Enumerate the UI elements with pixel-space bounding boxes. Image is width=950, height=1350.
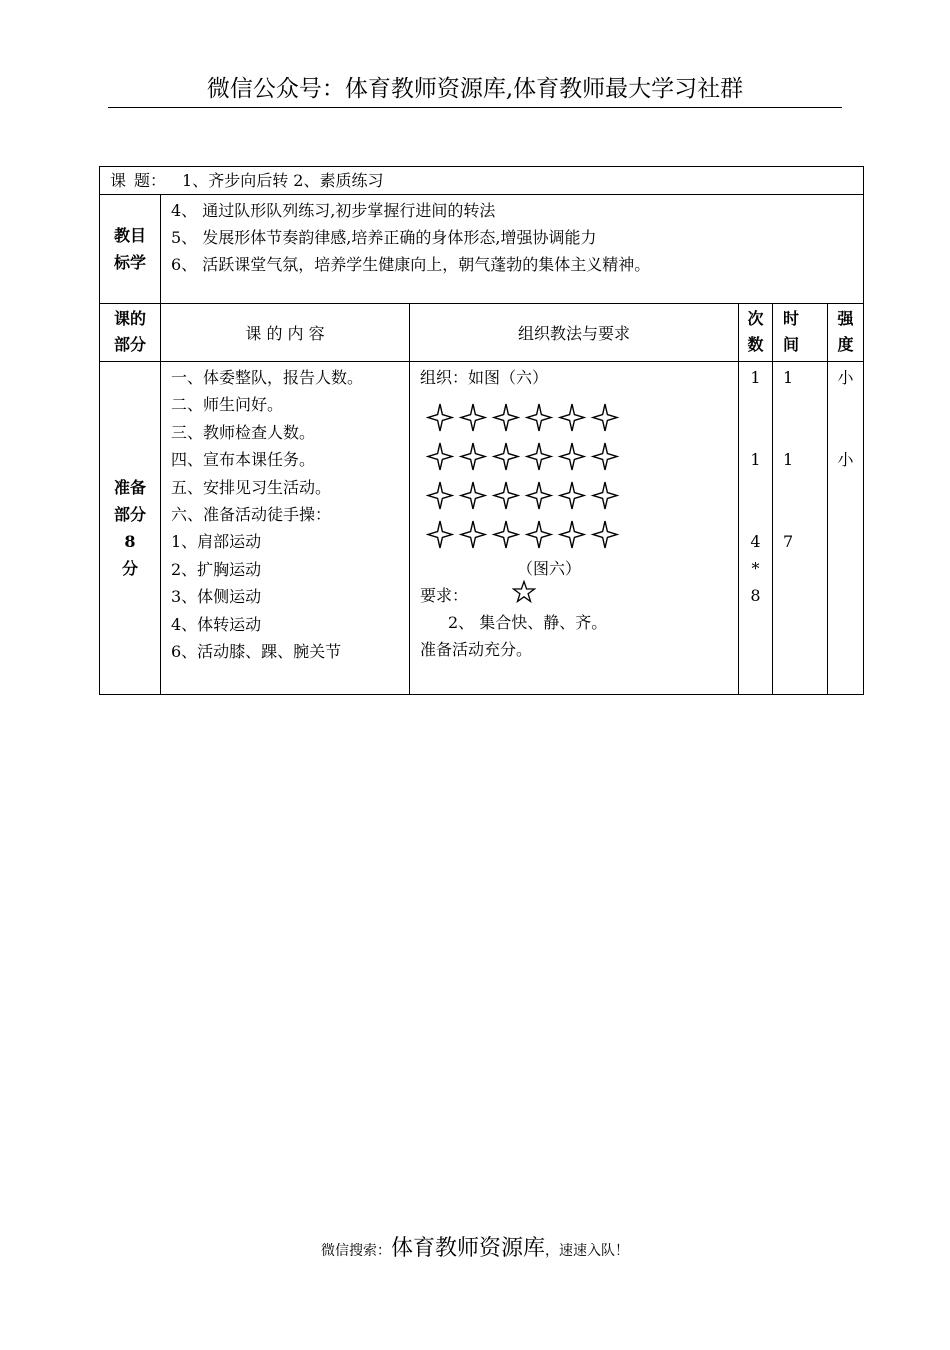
time-value: 7	[783, 532, 794, 551]
four-point-star-icon	[424, 476, 457, 515]
requirement-item: 准备活动充分。	[420, 640, 533, 659]
footer-prefix: 微信搜索：	[320, 1243, 391, 1259]
content-item: 4、体转运动	[171, 614, 262, 634]
four-point-star-icon	[457, 515, 490, 554]
goal-item: 6、 活跃课堂气氛，培养学生健康向上，朝气蓬勃的集体主义精神。	[171, 255, 651, 274]
four-point-star-icon	[589, 515, 622, 554]
prep-counts	[739, 362, 773, 695]
header-line: 课的	[113, 309, 146, 328]
four-point-star-icon	[523, 437, 556, 476]
prep-content-list	[161, 362, 410, 695]
content-item: 2、扩胸运动	[171, 559, 262, 579]
formation-row	[424, 476, 622, 515]
four-point-star-icon	[424, 398, 457, 437]
topic-value: 1、齐步向后转 2、素质练习	[182, 171, 384, 190]
figure-caption: （图六）	[517, 559, 582, 578]
goals-label	[100, 195, 161, 304]
four-point-star-icon	[523, 515, 556, 554]
four-point-star-icon	[523, 476, 556, 515]
prep-label-line: 部分	[113, 505, 146, 524]
goal-item: 4、 通过队形队列练习,初步掌握行进间的转法	[171, 201, 496, 220]
teacher-star-icon	[512, 580, 536, 604]
prep-intensity	[828, 362, 864, 695]
header-line: 强	[837, 309, 854, 328]
four-point-star-icon	[523, 398, 556, 437]
goals-list	[161, 195, 864, 304]
four-point-star-icon	[490, 476, 523, 515]
header-line: 部分	[113, 335, 146, 354]
header-line: 度	[837, 335, 854, 354]
content-item: 6、活动膝、踝、腕关节	[171, 642, 342, 662]
four-point-star-icon	[556, 515, 589, 554]
time-value: 1	[783, 450, 794, 469]
prep-organization	[410, 362, 739, 695]
prep-label-line: 分	[121, 559, 138, 578]
header-line: 次	[747, 309, 764, 328]
four-point-star-icon	[424, 515, 457, 554]
four-point-star-icon	[457, 476, 490, 515]
topic-row	[100, 167, 864, 195]
goals-label-line: 标学	[113, 253, 146, 272]
prep-label-line: 8	[124, 532, 136, 551]
content-item: 一、体委整队，报告人数。	[171, 368, 364, 387]
four-point-star-icon	[556, 398, 589, 437]
count-value: 4	[750, 532, 761, 551]
column-header-time	[773, 304, 828, 362]
requirement-label: 要求：	[420, 586, 469, 605]
column-header-count	[739, 304, 773, 362]
intensity-value: 小	[837, 450, 854, 469]
formation-row	[424, 437, 622, 476]
four-point-star-icon	[589, 398, 622, 437]
prep-times	[773, 362, 828, 695]
footer-suffix: ，速速入队！	[545, 1243, 629, 1259]
prep-label	[100, 362, 161, 695]
content-item: 三、教师检查人数。	[171, 422, 316, 442]
content-item: 五、安排见习生活动。	[171, 477, 332, 497]
four-point-star-icon	[457, 398, 490, 437]
four-point-star-icon	[589, 476, 622, 515]
header-line: 数	[747, 335, 764, 354]
column-header-intensity	[828, 304, 864, 362]
requirement-item: 2、 集合快、静、齐。	[448, 613, 608, 632]
content-item: 二、师生问好。	[171, 395, 284, 415]
count-value: 8	[750, 586, 761, 605]
four-point-star-icon	[490, 437, 523, 476]
goals-label-line: 教目	[113, 226, 146, 245]
count-value: 1	[750, 450, 761, 469]
header-line: 时	[783, 309, 800, 328]
time-value: 1	[783, 368, 794, 387]
goal-item: 5、 发展形体节奏韵律感,培养正确的身体形态,增强协调能力	[171, 228, 597, 247]
content-item: 1、肩部运动	[171, 532, 262, 552]
lesson-plan-table	[99, 166, 864, 695]
four-point-star-icon	[490, 515, 523, 554]
four-point-star-icon	[457, 437, 490, 476]
topic-label-a: 课	[110, 171, 127, 190]
four-point-star-icon	[556, 476, 589, 515]
footer-name: 体育教师资源库	[390, 1236, 545, 1261]
content-item: 四、宣布本课任务。	[171, 450, 316, 470]
intensity-value: 小	[837, 368, 854, 387]
four-point-star-icon	[424, 437, 457, 476]
formation-row	[424, 515, 622, 554]
count-value: *	[751, 559, 760, 578]
page-footer	[0, 1234, 950, 1266]
content-item: 3、体侧运动	[171, 587, 262, 607]
column-header-content: 课 的 内 容	[161, 304, 410, 362]
header-line: 间	[783, 335, 800, 354]
four-point-star-icon	[589, 437, 622, 476]
column-header-method: 组织教法与要求	[410, 304, 739, 362]
four-point-star-icon	[490, 398, 523, 437]
count-value: 1	[750, 368, 761, 387]
topic-label-b: 题：	[134, 171, 167, 190]
formation-row	[424, 398, 622, 437]
page-header: 微信公众号：体育教师资源库,体育教师最大学习社群	[108, 72, 842, 108]
prep-label-line: 准备	[113, 478, 146, 497]
org-title: 组织：如图（六）	[420, 368, 549, 387]
content-item: 六、准备活动徒手操：	[171, 505, 332, 525]
formation-diagram	[424, 398, 622, 554]
four-point-star-icon	[556, 437, 589, 476]
column-header-part	[100, 304, 161, 362]
